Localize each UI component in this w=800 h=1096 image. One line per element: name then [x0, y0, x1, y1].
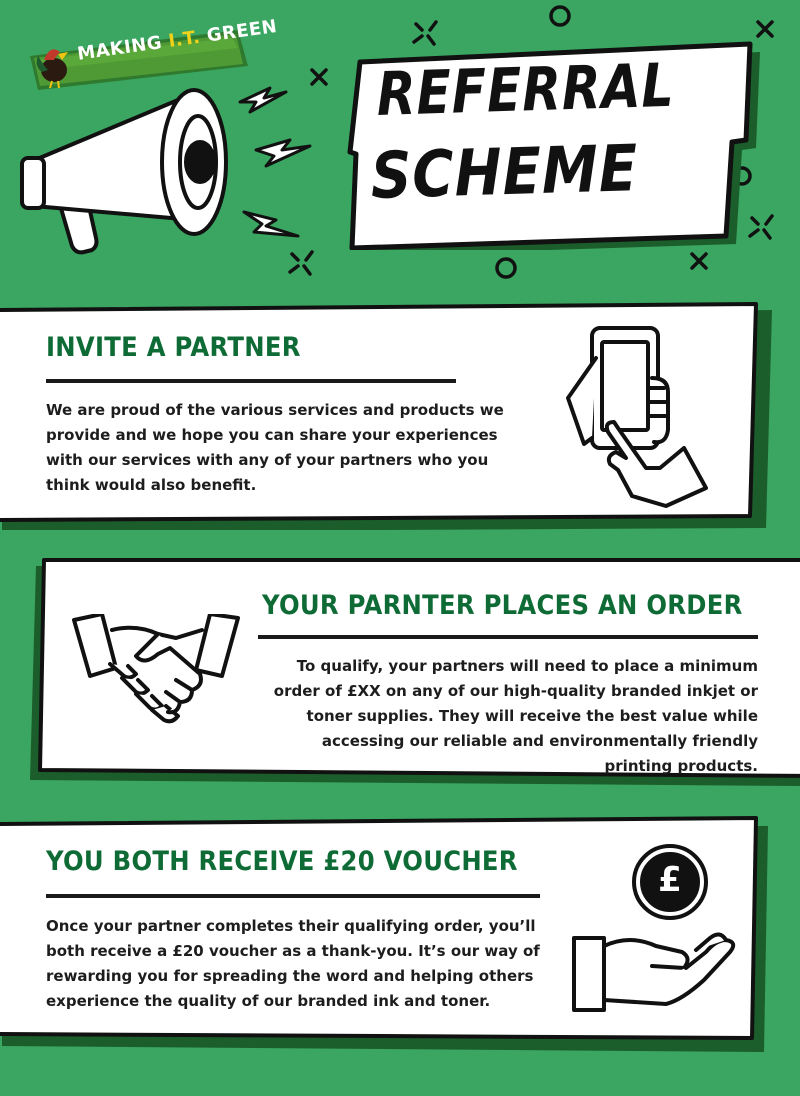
title-line-1: REFERRAL	[376, 50, 675, 130]
title-sign	[346, 38, 762, 250]
smartphone-hand-icon	[556, 318, 726, 508]
heading-divider	[258, 635, 758, 639]
step-description: To qualify, your partners will need to place a minimum order of £XX on any of our high-quality branded inkjet or toner supplies. They will receive the best value while accessing our reliable and environmentally friendly printing products.	[273, 657, 758, 775]
heading-divider	[46, 379, 456, 383]
step-description: Once your partner completes their qualifying order, you’ll both receive a £20 voucher as a thank-you. It’s our way of rewarding you for spreading the word and helping others experience the quality of our branded ink and toner.	[46, 917, 540, 1010]
step-panel-voucher	[0, 816, 800, 1056]
step-heading: INVITE A PARTNER	[46, 332, 301, 363]
pound-coin-hand-icon	[570, 834, 750, 1014]
step-panel-order	[0, 556, 800, 786]
step-description: We are proud of the various services and products we provide and we hope you can share your experiences with our services with any of your partners who you think would also benefit.	[46, 401, 504, 494]
handshake-icon	[66, 614, 246, 734]
heading-divider	[46, 894, 540, 898]
pound-symbol: £	[658, 860, 682, 900]
step-heading: YOUR PARNTER PLACES AN ORDER	[262, 590, 743, 621]
logo-text: MAKING I.T. GREEN	[76, 15, 279, 65]
title-line-2: SCHEME	[370, 132, 639, 214]
step-heading: YOU BOTH RECEIVE £20 VOUCHER	[46, 846, 518, 877]
step-panel-invite	[0, 300, 800, 530]
